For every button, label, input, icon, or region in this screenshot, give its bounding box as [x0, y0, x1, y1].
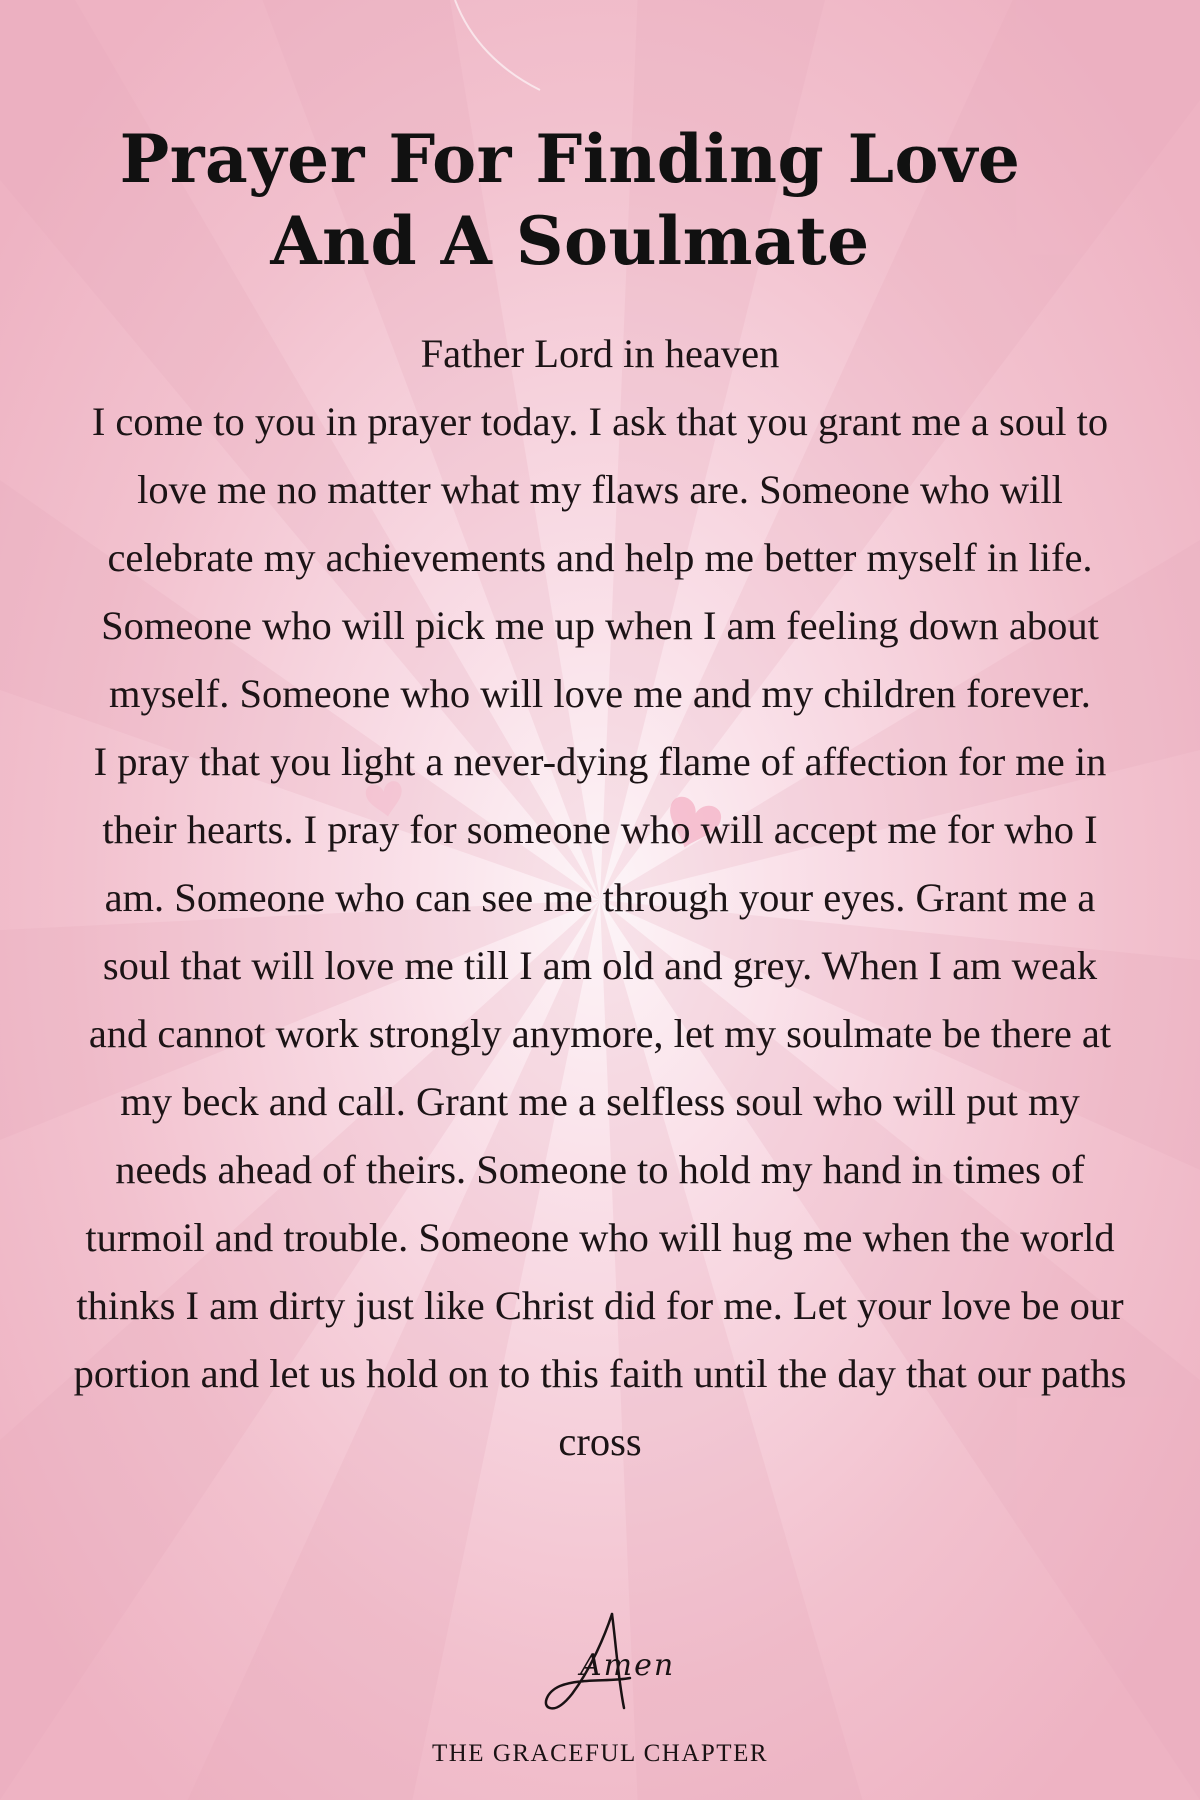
page-title: [60, 118, 1080, 282]
prayer-opening: Father Lord in heaven: [420, 331, 780, 376]
title-line-1: Prayer For Finding Love: [119, 120, 1021, 198]
prayer-paragraph-2: I pray that you light a never-dying flame of affection for me in their hearts. I pray for someone who will accept me for who I am. Someone who can see me through your eyes. Grant me a soul that will love me till I am old and grey. When I am weak and cannot work strongly anymore, let my soulmate be there at my beck and call. Grant me a selfless soul who will put my needs ahead of theirs. Someone to hold my hand in times of turmoil and trouble. Someone who will hug me when the world thinks I am dirty just like Christ did for me. Let your love be our portion and let us hold on to this faith until the day that our paths cross: [73, 739, 1127, 1464]
prayer-body: [70, 320, 1130, 1476]
footer-brand: THE GRACEFUL CHAPTER: [431, 1740, 769, 1767]
prayer-paragraph-1: I come to you in prayer today. I ask that you grant me a soul to love me no matter what my flaws are. Someone who will celebrate my achievements and help me better myself in life. Someone who will pick me up when I am feeling down about myself. Someone who will love me and my children forever.: [91, 399, 1109, 716]
title-line-2: And A Soulmate: [270, 202, 870, 280]
amen-signature: Amen: [580, 1648, 676, 1683]
